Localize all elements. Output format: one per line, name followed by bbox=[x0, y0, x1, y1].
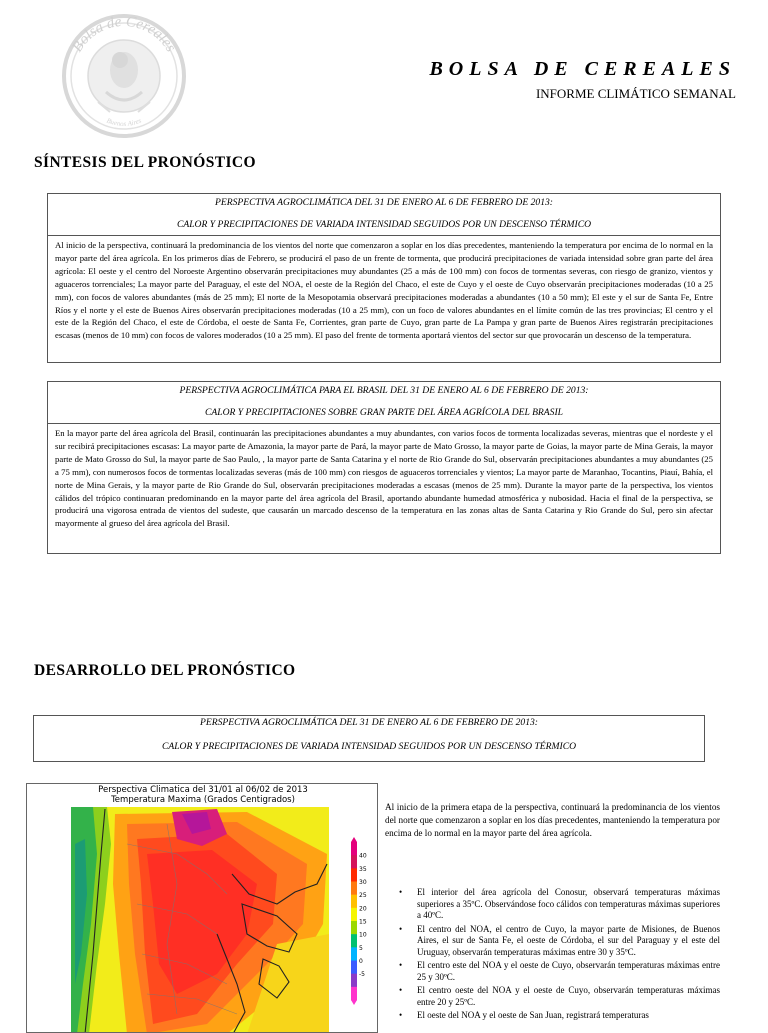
forecast-headline: CALOR Y PRECIPITACIONES DE VARIADA INTENSIDAD SEGUIDOS POR UN DESCENSO TÉRMICO bbox=[161, 741, 577, 752]
color-scale-label: 30 bbox=[359, 879, 367, 886]
forecast-box-brasil bbox=[47, 381, 721, 554]
development-intro-text bbox=[385, 801, 720, 841]
development-bullet bbox=[387, 985, 720, 1008]
color-scale-segment bbox=[351, 908, 357, 922]
color-scale-segment bbox=[351, 987, 357, 1001]
forecast-headline: CALOR Y PRECIPITACIONES DE VARIADA INTENSIDAD SEGUIDOS POR UN DESCENSO TÉRMICO bbox=[176, 219, 592, 230]
bullet-marker: • bbox=[399, 923, 403, 934]
forecast-box-body bbox=[48, 424, 720, 534]
bullet-marker: • bbox=[399, 985, 403, 995]
bullet-marker: • bbox=[399, 960, 403, 970]
bullet-text: El oeste del NOA y el oeste de San Juan, registrará temperaturas bbox=[417, 1010, 649, 1020]
color-scale-segment bbox=[351, 842, 357, 856]
temperature-map-panel bbox=[26, 783, 378, 1033]
bullet-text: El interior del área agrícola del Conosur, observará temperaturas máximas superiores a 35ºC. Observándose foco cálidos con temperaturas máximas superiores a 40ºC. bbox=[417, 887, 720, 920]
color-scale-segment bbox=[351, 882, 357, 896]
color-scale-segment bbox=[351, 868, 357, 882]
color-scale-label: 25 bbox=[359, 892, 367, 900]
temperature-map-svg bbox=[27, 784, 378, 1033]
svg-text:Buenos Aires: Buenos Aires bbox=[105, 116, 143, 129]
color-scale-segment bbox=[351, 961, 357, 975]
forecast-period-line: PERSPECTIVA AGROCLIMÁTICA DEL 31 DE ENERO AL 6 DE FEBRERO DE 2013: bbox=[215, 197, 553, 208]
color-scale-bottom-arrow bbox=[351, 1000, 357, 1005]
color-scale-label: 10 bbox=[359, 931, 367, 939]
color-scale-top-arrow bbox=[351, 837, 357, 842]
development-period-box bbox=[33, 715, 705, 762]
forecast-box-argentina bbox=[47, 193, 721, 363]
color-scale-segment bbox=[351, 947, 357, 961]
bullet-marker: • bbox=[399, 887, 403, 897]
forecast-text: En la mayor parte del área agrícola del Brasil, continuarán las precipitaciones abundantes a muy abundantes, con varios focos de tormenta localizadas severas, mientras que el nordeste y el sur recibirá precipitaciones escasas: La mayor parte de Amazonia, la mayor parte de Pará, la mayor parte de Mato Grosso, la mayor parte de Goias, la mayor parte de Mina Gerais, la mayor parte de Mato Grosso do Sul, la mayor parte de Sao Paulo, , la mayor parte de Santa Catarina y el norte de Rio Grande do Sul, observarán precipitaciones abundantes a muy abundantes (25 a 75 mm), con numerosos focos de tormentas localizadas severas (más de 100 mm) con riesgos de aguaceros torrenciales y vientos; La mayor parte de Maranhao, Tocantins, Piauí, Bahía, el norte de Mina Gerais, y la mayor parte de Rio Grande do Sul, observarán precipitaciones moderadas a escasas (menos de 25 mm). Durante la mayor parte de la perspectiva, los vientos cálidos del trópico continuaran predominando en la mayor parte del área agrícola del Brasil, aportando abundante humedad atmosférica y nubosidad. Hacia el final de la perspectiva, se producirá una vigorosa entrada de vientos del sudeste, que causarán un marcado descenso de la temperatura en las zonas altas de Santa Catarina y Rio Grande do Sul, pero sin afectar mayormente al grueso del área agrícola del Brasil. bbox=[55, 428, 713, 529]
section-heading-desarrollo: DESARROLLO DEL PRONÓSTICO bbox=[34, 662, 296, 679]
bullet-text: El centro este del NOA y el oeste de Cuyo, observarán temperaturas máximas entre 25 y 30ºC. bbox=[417, 960, 720, 982]
color-scale-segment bbox=[351, 934, 357, 948]
temperature-color-scale bbox=[349, 836, 369, 1006]
development-bullet bbox=[387, 887, 720, 922]
bullet-text: El centro oeste del NOA y el oeste de Cuyo, observarán temperaturas máximas entre 20 y 25ºC. bbox=[417, 985, 720, 1007]
bullet-text: El centro del NOA, el centro de Cuyo, la mayor parte de Misiones, de Buenos Aires, el sur de Santa Fe, el oeste de Córdoba, el sur del Paraguay y el este del Uruguay, observarán temperaturas máximas entre 30 y 35ºC. bbox=[417, 923, 720, 957]
color-scale-segment bbox=[351, 974, 357, 988]
document-brand-title: BOLSA DE CEREALES bbox=[429, 58, 736, 80]
color-scale-label: 0 bbox=[359, 958, 363, 965]
map-title-line-2: Temperatura Maxima (Grados Centigrados) bbox=[111, 794, 295, 805]
development-bullet bbox=[387, 1010, 720, 1022]
map-title-line-1: Perspectiva Climatica del 31/01 al 06/02 de 2013 bbox=[98, 785, 308, 795]
forecast-period-line: PERSPECTIVA AGROCLIMÁTICA DEL 31 DE ENERO AL 6 DE FEBRERO DE 2013: bbox=[200, 717, 538, 728]
color-scale-segment bbox=[351, 921, 357, 935]
color-scale-segment bbox=[351, 895, 357, 909]
development-bullet-list bbox=[387, 887, 720, 1024]
forecast-box-header bbox=[48, 382, 720, 424]
color-scale-label: 15 bbox=[359, 918, 367, 926]
section-heading-sintesis: SÍNTESIS DEL PRONÓSTICO bbox=[34, 154, 256, 171]
forecast-text: Al inicio de la perspectiva, continuará la predominancia de los vientos del norte que comenzaron a soplar en los días precedentes, manteniendo la temperatura por encima de lo normal en la mayor parte del área agrícola. En los primeros días de Febrero, se producirá el paso de un frente de tormenta, que producirá precipitaciones de variada intensidad sobre gran parte del área agrícola: El oeste y el centro del Noroeste Argentino observarán precipitaciones muy abundantes (25 a más de 100 mm) con focos de tormentas severas, con riesgo de granizo, vientos y aguaceros torrenciales; La mayor parte del Paraguay, el este del NOA, el oeste de la Región del Chaco, el este de Cuyo y el oeste de Cuyo observarán precipitaciones moderadas (10 a 25 mm), con focos de valores abundantes (más de 25 mm); El norte de la Mesopotamia observará precipitaciones moderadas a abundantes (10 a 50 mm); El este y el sur de Santa Fe, Entre Ríos y el norte y el este de Buenos Aires observarán precipitaciones moderadas (10 a 25 mm), con un foco de valores abundantes en el límite común de las tres provincias; El centro y el este de la Región del Chaco, el este de Córdoba, el oeste de Santa Fe, Corrientes, gran parte de Cuyo, gran parte de La Pampa y gran parte de Buenos Aires registrarán precipitaciones escasas (menos de 10 mm) con focos de valores moderados (10 a 25 mm). El paso del frente de tormenta aportará vientos del sector sur que provocarán un descenso de la temperatura. bbox=[55, 240, 713, 341]
color-scale-segment bbox=[351, 855, 357, 869]
development-intro-paragraph: Al inicio de la primera etapa de la perspectiva, continuará la predominancia de los vientos del norte que comenzaron a soplar en los días precedentes, manteniendo la temperatura por encima de lo normal en la mayor parte del área agrícola. bbox=[385, 802, 720, 839]
development-bullet bbox=[387, 960, 720, 983]
forecast-box-body bbox=[48, 236, 720, 346]
color-scale-label: -5 bbox=[359, 971, 365, 979]
color-scale-bar bbox=[349, 836, 369, 1006]
color-scale-label: 5 bbox=[359, 944, 363, 952]
color-scale-label: 35 bbox=[359, 865, 367, 873]
forecast-period-line: PERSPECTIVA AGROCLIMÁTICA PARA EL BRASIL DEL 31 DE ENERO AL 6 DE FEBRERO DE 2013: bbox=[179, 385, 589, 396]
forecast-headline: CALOR Y PRECIPITACIONES SOBRE GRAN PARTE DEL ÁREA AGRÍCOLA DEL BRASIL bbox=[205, 407, 563, 418]
document-subtitle: INFORME CLIMÁTICO SEMANAL bbox=[535, 86, 736, 101]
forecast-box-header bbox=[48, 194, 720, 236]
development-bullet bbox=[387, 924, 720, 959]
bullet-marker: • bbox=[399, 1010, 403, 1020]
bolsa-de-cereales-seal-logo bbox=[58, 12, 190, 140]
color-scale-label: 40 bbox=[359, 852, 367, 860]
svg-text:Bolsa de Cereales: Bolsa de Cereales bbox=[69, 13, 179, 55]
color-scale-label: 20 bbox=[359, 905, 367, 913]
